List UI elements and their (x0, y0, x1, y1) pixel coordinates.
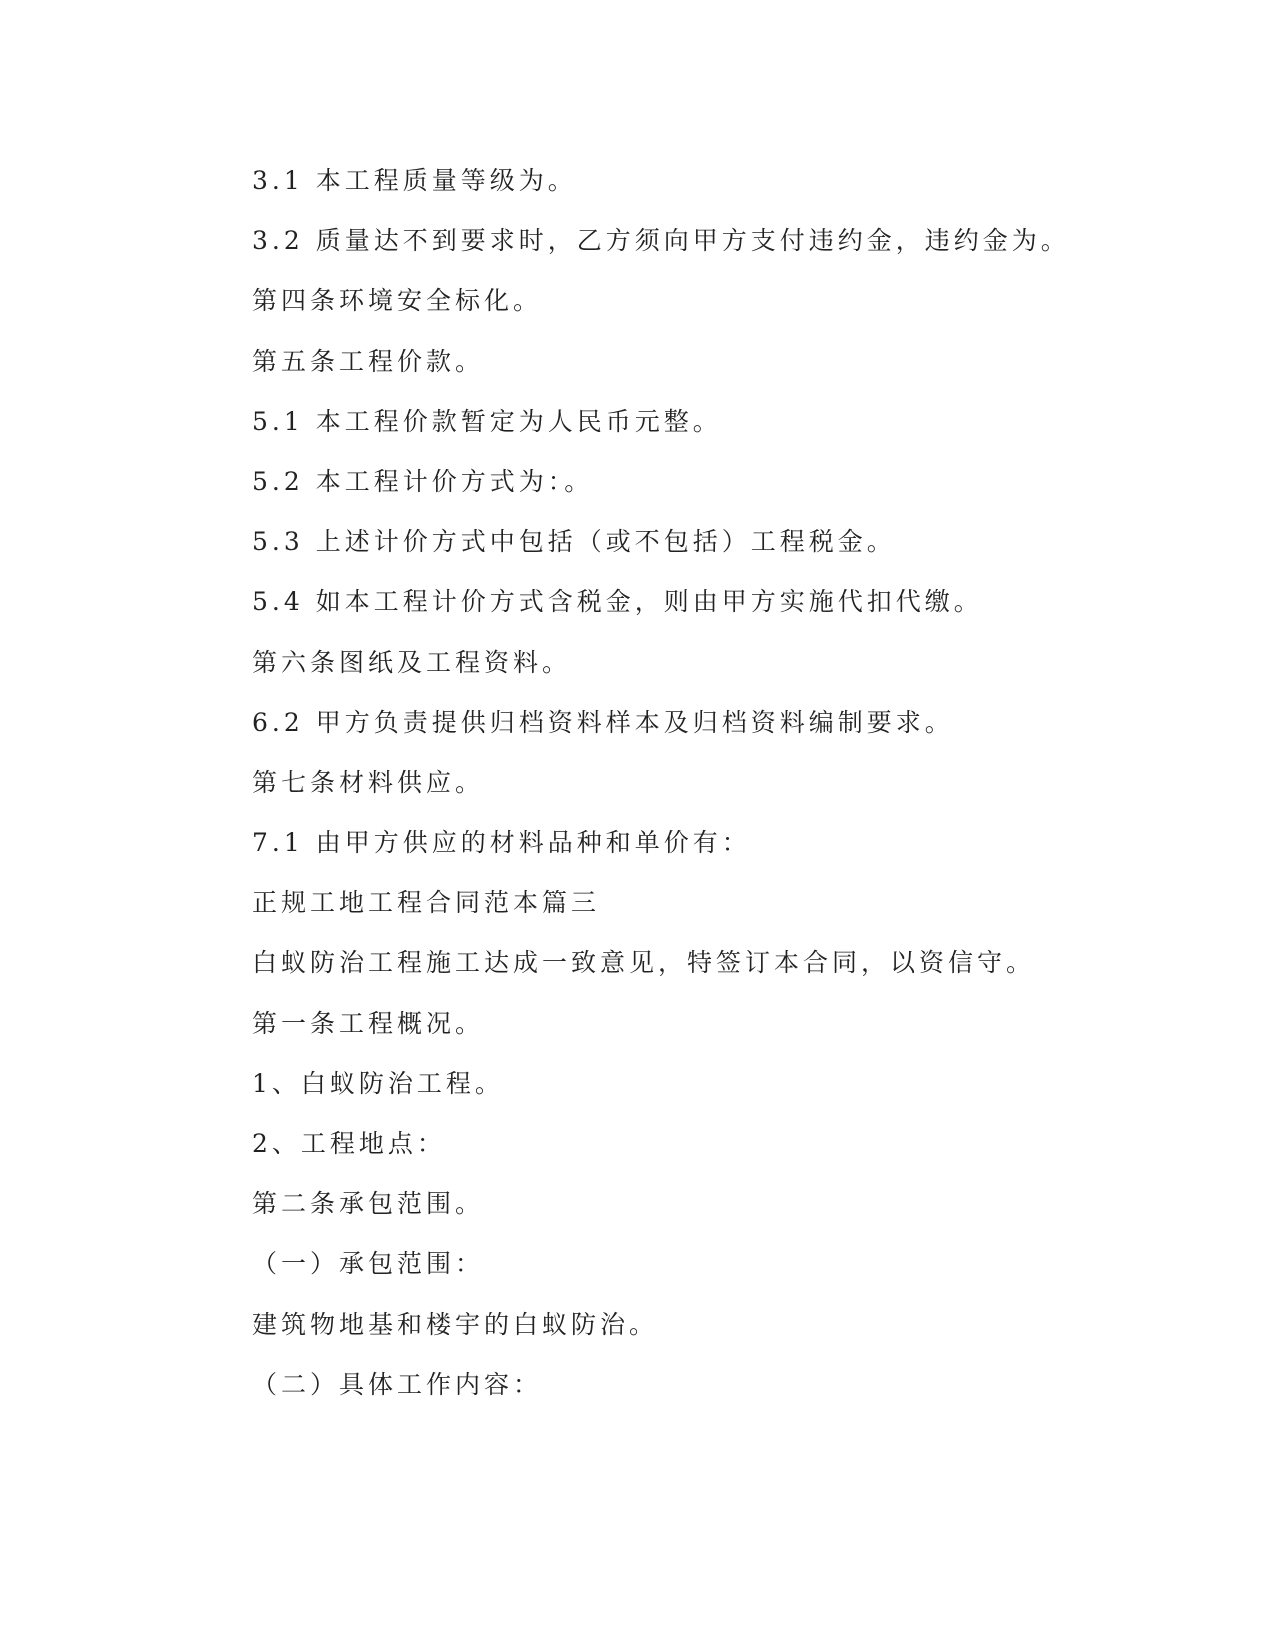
clause-5-2: 5.2 本工程计价方式为：。 (252, 466, 594, 496)
clause-3-2: 3.2 质量达不到要求时，乙方须向甲方支付违约金，违约金为。 (252, 226, 1070, 256)
preamble-paragraph: 白蚁防治工程施工达成一致意见，特签订本合同，以资信守。 (252, 948, 1036, 978)
article-6-heading: 第六条图纸及工程资料。 (252, 647, 572, 677)
clause-5-3: 5.3 上述计价方式中包括（或不包括）工程税金。 (252, 527, 896, 557)
subsection-1-heading: （一）承包范围： (252, 1249, 485, 1279)
scope-paragraph: 建筑物地基和楼宇的白蚁防治。 (252, 1309, 659, 1339)
clause-6-2: 6.2 甲方负责提供归档资料样本及归档资料编制要求。 (252, 707, 954, 737)
article-5-heading: 第五条工程价款。 (252, 346, 485, 376)
item-2: 2、工程地点： (252, 1129, 446, 1158)
document-body (252, 161, 1070, 1425)
subsection-2-heading: （二）具体工作内容： (252, 1369, 543, 1399)
clause-5-4: 5.4 如本工程计价方式含税金，则由甲方实施代扣代缴。 (252, 587, 983, 617)
clause-7-1: 7.1 由甲方供应的材料品种和单价有： (252, 828, 751, 858)
article-1-heading: 第一条工程概况。 (252, 1008, 485, 1038)
clause-3-1: 3.1 本工程质量等级为。 (252, 166, 577, 195)
article-4-heading: 第四条环境安全标化。 (252, 286, 543, 316)
section-title: 正规工地工程合同范本篇三 (252, 888, 601, 918)
clause-5-1: 5.1 本工程价款暂定为人民币元整。 (252, 406, 722, 436)
item-1: 1、白蚁防治工程。 (252, 1068, 504, 1098)
article-2-heading: 第二条承包范围。 (252, 1189, 485, 1219)
article-7-heading: 第七条材料供应。 (252, 767, 485, 797)
